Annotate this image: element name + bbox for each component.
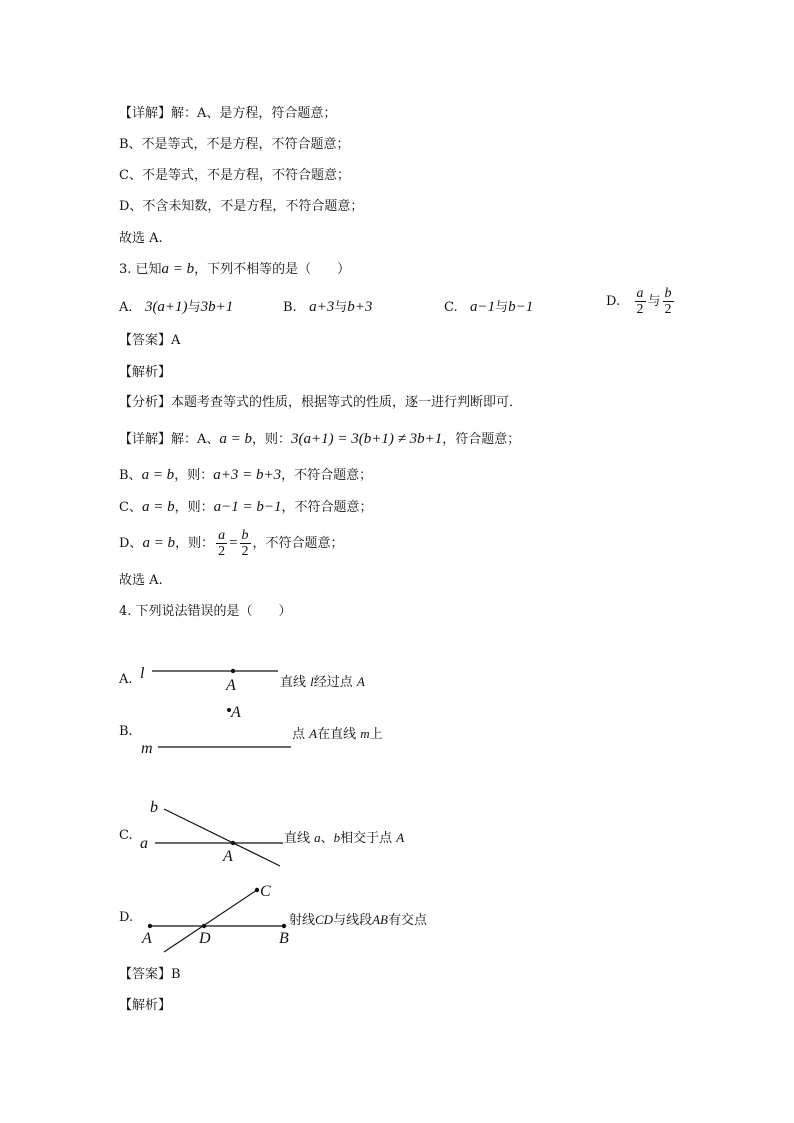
label-a: A: [231, 704, 241, 721]
q4-option-d-label: D.: [119, 910, 134, 925]
choose-line: 故选 A.: [119, 231, 163, 246]
label-a-line: a: [140, 835, 148, 852]
q3-detail-d: D、a = b，则： $\frac{a}{2}$ = $\frac{b}{2}$ ，不符合题意；: [119, 528, 344, 559]
point-c-dot: [255, 888, 259, 892]
point-b-dot: [282, 924, 286, 928]
detail-line-a: 【详解】解：A、是方程，符合题意；: [119, 106, 337, 121]
q4-option-c-label: C.: [119, 828, 133, 843]
figure-a: [140, 665, 278, 694]
label-b: B: [279, 930, 289, 947]
q3-answer: 【答案】A: [119, 333, 181, 348]
q3-detail-c: C、a = b，则：a−1 = b−1，不符合题意；: [119, 499, 373, 515]
q3-option-d: D. $\frac{a}{2}$ 与 $\frac{b}{2}$: [606, 286, 672, 317]
q3-detail-b: B、a = b，则：a+3 = b+3，不符合题意；: [119, 467, 373, 483]
q3-option-c: C. a−1与b−1: [444, 299, 534, 315]
label-a: A: [142, 930, 152, 947]
caption-b: 点 A在直线 m上: [292, 726, 383, 742]
question-3: 3. 已知a = b，下列不相等的是（ ）: [119, 261, 351, 277]
caption-d: 射线CD与线段AB有交点: [289, 912, 427, 928]
detail-line-d: D、不含未知数，不是方程，不符合题意；: [119, 199, 364, 214]
label-d: D: [199, 930, 211, 947]
q3-detail-a: 【详解】解：A、a = b，则：3(a+1) = 3(b+1) ≠ 3b+1，符合题意；: [119, 431, 521, 447]
q3-option-a: A. 3(a+1)与3b+1: [119, 299, 234, 315]
point-d-dot: [202, 924, 206, 928]
label-a: A: [223, 848, 233, 865]
caption-c: 直线 a、b相交于点 A: [284, 830, 405, 846]
q4-option-a-label: A.: [119, 672, 133, 687]
q4-answer: 【答案】B: [119, 967, 181, 982]
q3-analysis: 【分析】本题考查等式的性质，根据等式的性质，逐一进行判断即可．: [119, 395, 523, 410]
q4-analysis-heading: 【解析】: [119, 998, 172, 1013]
label-m: m: [141, 740, 153, 757]
figure-c: [140, 799, 283, 866]
label-c: C: [260, 883, 271, 900]
label-a: A: [226, 677, 236, 694]
figure-b: [141, 704, 291, 757]
q3-option-b: B. a+3与b+3: [283, 299, 373, 315]
point-a-dot: [231, 841, 235, 845]
point-a-dot: [231, 669, 235, 673]
label-l: l: [140, 665, 145, 682]
caption-a: 直线 l经过点 A: [280, 674, 365, 690]
detail-line-b: B、不是等式，不是方程，不符合题意；: [119, 137, 350, 152]
q3-analysis-heading: 【解析】: [119, 365, 172, 380]
q3-choose: 故选 A.: [119, 573, 163, 588]
question-4: 4. 下列说法错误的是（ ）: [119, 604, 292, 619]
label-b: b: [150, 799, 158, 816]
figure-d: [141, 883, 289, 952]
detail-line-c: C、不是等式，不是方程，不符合题意；: [119, 168, 350, 183]
q4-option-b-label: B.: [119, 724, 133, 739]
point-a-dot: [148, 924, 152, 928]
